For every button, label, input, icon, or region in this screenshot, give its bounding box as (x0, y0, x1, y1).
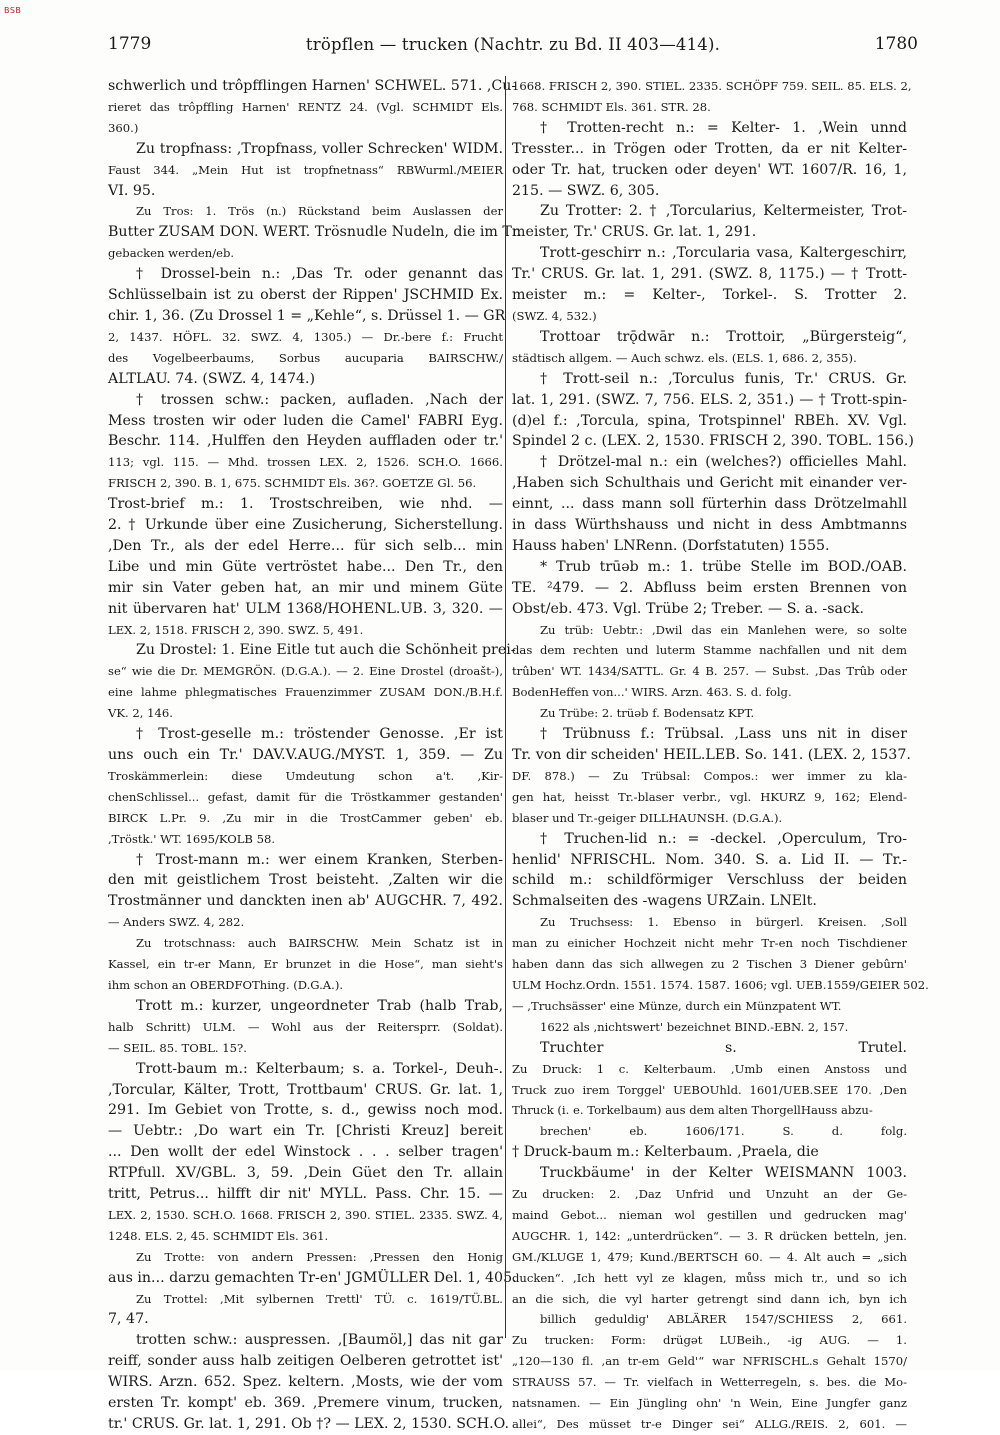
right-column-text-line: Truck zuo irem Torggel' UEBOUhld. 1601/UEB.SEE 170. ,Den (512, 1082, 907, 1097)
left-column-text-line: Troskämmerlein: diese Umdeutung schon a't. ,Kir- (108, 768, 503, 783)
right-column-text-line: STRAUSS 57. — Tr. vielfach in Wetterregeln, s. bes. die Mo- (512, 1375, 907, 1390)
left-column-text-line: chir. 1, 36. (Zu Drossel 1 = „Kehle“, s. Drüssel 1. — GR (108, 307, 506, 324)
left-column-text-line: Zu Tros: 1. Trös (n.) Rückstand beim Auslassen der (136, 204, 503, 219)
right-column-text-line: das dem rechten und luterm Stamme nachfallen und nit dem (512, 643, 907, 658)
left-column-text-line: Zu tropfnass: ,Tropfnass, voller Schrecken' WIDM. (136, 140, 503, 157)
left-column-text-line: Zu Trottel: ,Mit sylbernen Trettl' TÜ. c. 1619/TÜ.BL. (136, 1291, 503, 1306)
left-column-text-line: ,Torcular, Kälter, Trott, Trottbaum' CRUS. Gr. lat. 1, (108, 1081, 503, 1098)
right-column-text-line: Tresster... in Trögen oder Trotten, da er nit Kelter- (512, 140, 907, 157)
right-column-text-line: † Truchen-lid n.: = -deckel. ,Operculum, Tro- (540, 830, 907, 847)
left-column-text-line: 2. † Urkunde über eine Zusicherung, Sicherstellung. (108, 517, 503, 534)
right-column-text-line: an die sich, die vyl harter getrengt sind dann ich, byn ich (512, 1291, 907, 1306)
right-column-text-line: Hauss haben' LNRenn. (Dorfstatuten) 1555. (512, 537, 830, 554)
right-column-text-line: Zu Trotter: 2. † ,Torcularius, Keltermeister, Trot- (540, 203, 907, 220)
left-column-text-line: — Uebtr.: ,Do wart ein Tr. [Christi Kreuz] bereit (108, 1123, 503, 1140)
left-column-text-line: schwerlich und trôpfflingen Harnen' SCHWEL. 571. ,Cu- (108, 78, 517, 94)
right-column-text-line: * Trub trūəb m.: 1. trübe Stelle im BOD./OAB. (540, 558, 907, 575)
left-column-text-line: Kassel, ein tr-er Mann, Er brunzet in die Hose“, man sieht's (108, 957, 503, 972)
left-column-text-line: Trott-baum m.: Kelterbaum; s. a. Torkel-, Deuh-. (136, 1060, 503, 1077)
left-column-text-line: se“ wie die Dr. MEMGRÖN. (D.G.A.). — 2. Eine Drostel (droašt-), (108, 664, 503, 679)
right-column-text-line: — ,Truchsässer' eine Münze, durch ein Münzpatent WT. (512, 998, 842, 1013)
right-column-text-line: † Druck-baum m.: Kelterbaum. ,Praela, die (512, 1144, 819, 1161)
right-column-text-line: ULM Hochz.Ordn. 1551. 1574. 1587. 1606; vgl. UEB.1559/GEIER 502. (512, 977, 929, 992)
right-column-text-line: allei“, Des müsset tr-e Dinger sei“ ALLG./REIS. 2, 601. — (512, 1417, 907, 1431)
right-column-text-line: TE. ²479. — 2. Abfluss beim ersten Brennen von (512, 579, 907, 596)
right-column-text-line: blaser und Tr.-geiger DILLHAUNSH. (D.G.A.). (512, 810, 783, 825)
column-divider (505, 76, 506, 1338)
left-column-text-line: aus in... darzu gemachten Tr-en' JGMÜLLER Del. 1, 405. (108, 1269, 517, 1286)
page-number-right: 1780 (874, 34, 918, 54)
right-column-text-line: Truchter s. Trutel. (540, 1039, 907, 1056)
left-column-text-line: ersten Tr. kompt' eb. 369. ,Premere vinum, trucken, (108, 1395, 503, 1412)
right-column-text-line: Zu Truchsess: 1. Ebenso in bürgerl. Kreisen. ,Soll (540, 915, 907, 930)
left-column-text-line: des Vogelbeerbaums, Sorbus aucuparia BAIRSCHW./ (108, 350, 503, 365)
right-column-text-line: einnt, ... dass mann soll fürterhin dass Drötzelmahll (512, 496, 907, 513)
right-column-text-line: ducken“. ,Ich hett vyl ze klagen, můss mich tr., und so ich (512, 1270, 907, 1285)
left-column-text-line: tr.' CRUS. Gr. lat. 1, 291. Ob †? — LEX. 2, 1530. SCH.O. (108, 1416, 509, 1432)
right-column-text-line: ,Haben sich Schulthais und Gericht mit einander ver- (512, 475, 907, 492)
left-column (108, 76, 522, 1432)
right-column-text-line: 1622 als ,nichtswert' bezeichnet BIND.-EBN. 2, 157. (540, 1019, 849, 1034)
left-column-text-line: uns ouch ein Tr.' DAV.V.AUG./MYST. 1, 359. — Zu (108, 747, 503, 763)
left-column-text-line: † Drossel-bein n.: ,Das Tr. oder genannt das (136, 266, 503, 283)
right-column-text-line: 1668. FRISCH 2, 390. STIEL. 2335. SCHÖPF 759. SEIL. 85. ELS. 2, (512, 79, 912, 93)
left-column-text-line: FRISCH 2, 390. B. 1, 675. SCHMIDT Els. 36?. GOETZE Gl. 56. (108, 476, 477, 491)
left-column-text-line: 113; vgl. 115. — Mhd. trossen LEX. 2, 1526. SCH.O. 1666. (108, 455, 503, 470)
left-column-text-line: — SEIL. 85. TOBL. 15?. (108, 1040, 247, 1055)
page-number-left: 1779 (108, 34, 152, 54)
right-column-text-line: maind Gebot... nieman wol gestillen und gedrucken mag' (512, 1207, 907, 1222)
right-column-text-line: (SWZ. 4, 532.) (512, 308, 597, 323)
left-column-text-line: † Trost-mann m.: wer einem Kranken, Sterben- (136, 851, 503, 868)
left-column-text-line: Mess trosten wir oder luden die Camel' FABRI Eyg. (108, 412, 503, 429)
left-column-text-line: mir sin Vater geben hat, an mir und minem Güte (108, 579, 503, 596)
right-column-text-line: Thruck (i. e. Torkelbaum) aus dem alten ThorgellHauss abzu- (512, 1103, 873, 1118)
right-column-text-line: städtisch allgem. — Auch schwz. els. (ELS. 1, 686. 2, 355). (512, 350, 857, 365)
page-header (108, 34, 918, 64)
left-column-text-line: Trott m.: kurzer, ungeordneter Trab (halb Trab, (136, 997, 503, 1014)
left-column-text-line: LEX. 2, 1518. FRISCH 2, 390. SWZ. 5, 491. (108, 622, 364, 637)
left-column-text-line: rieret das trôpffling Harnen' RENTZ 24. (Vgl. SCHMIDT Els. (108, 99, 503, 114)
right-column-text-line: meister, Tr.' CRUS. Gr. lat. 1, 291. (512, 224, 757, 241)
right-column-text-line: Zu trüb: Uebtr.: ,Dwil das ein Manlehen were, so solte (540, 622, 907, 637)
right-column-text-line: oder Tr. hat, trucken oder deyen' WT. 1607/R. 16, 1, (512, 161, 907, 178)
right-column-text-line: Trott-geschirr n.: ,Torcularia vasa, Kaltergeschirr, (540, 245, 907, 262)
right-column-text-line: meister m.: = Kelter-, Torkel-. S. Trotter 2. (512, 287, 907, 304)
left-column-text-line: ALTLAU. 74. (SWZ. 4, 1474.) (108, 370, 316, 387)
right-column-text-line: Spindel 2 c. (LEX. 2, 1530. FRISCH 2, 390. TOBL. 156.) (512, 433, 914, 450)
right-column-text-line: haben dann das sich allwegen zu 2 Tischen 3 Diener gebûrn' (512, 957, 907, 972)
right-column-text-line: Zu Trübe: 2. trüəb f. Bodensatz KPT. (540, 706, 755, 721)
left-column-text-line: WIRS. Arzn. 652. Spez. keltern. ,Mosts, wie der vom (108, 1374, 503, 1391)
right-column-text-line: Zu Druck: 1 c. Kelterbaum. ,Umb einen Anstoss und (512, 1061, 907, 1076)
left-column-text-line: Zu trotschnass: auch BAIRSCHW. Mein Schatz ist in (136, 936, 503, 951)
right-column (512, 76, 929, 1431)
right-column-text-line: Tr.' CRUS. Gr. lat. 1, 291. (SWZ. 8, 1175.) — † Trott- (512, 266, 907, 283)
left-column-text-line: Trostmänner und danckten inen ab' AUGCHR. 7, 492. (108, 893, 503, 910)
left-column-text-line: ihm schon an OBERDFOThing. (D.G.A.). (108, 977, 344, 992)
left-column-text-line: — Anders SWZ. 4, 282. (108, 915, 245, 930)
right-column-text-line: AUGCHR. 1, 142: „unterdrücken“. — 3. R drücken betteln, jen. (512, 1228, 907, 1243)
right-column-text-line: gen hat, heisst Tr.-blaser verbr., vgl. HKURZ 9, 162; Elend- (512, 789, 907, 804)
left-column-text-line: 360.) (108, 120, 139, 135)
left-column-text-line: Libe und min Güte vertröstet habe... Den Tr., den (108, 558, 503, 575)
left-column-text-line: Zu Trotte: von andern Pressen: ,Pressen den Honig (136, 1249, 503, 1264)
left-column-text-line: Schlüsselbain ist zu oberst der Rippen' JSCHMID Ex. (108, 287, 503, 304)
right-column-text-line: Truckbäume' in der Kelter WEISMANN 1003. (540, 1165, 907, 1182)
left-column-text-line: Trost-brief m.: 1. Trostschreiben, wie nhd. — (108, 496, 503, 513)
left-column-text-line: 1248. ELS. 2, 45. SCHMIDT Els. 361. (108, 1228, 329, 1243)
left-column-text-line: Zu Drostel: 1. Eine Eitle tut auch die Schönheit prei- (136, 642, 516, 659)
right-column-text-line: 768. SCHMIDT Els. 361. STR. 28. (512, 99, 711, 114)
running-title: tröpflen — trucken (Nachtr. zu Bd. II 403—414). (305, 35, 721, 54)
right-column-text-line: † Trotten-recht n.: = Kelter- 1. ,Wein unnd (540, 119, 907, 136)
right-column-text-line: Zu trucken: Form: drügət LUBeih., -ig AUG. — 1. (512, 1333, 907, 1348)
right-column-text-line: Obst/eb. 473. Vgl. Trübe 2; Treber. — S. a. -sack. (512, 600, 864, 617)
right-column-text-line: billich geduldig' ABLÄRER 1547/SCHIESS 2, 661. (540, 1312, 907, 1327)
right-column-text-line: trûben' WT. 1434/SATTL. Gr. 4 B. 257. — Subst. ,Das Trûb oder (512, 664, 907, 679)
right-column-text-line: BodenHeffen von...' WIRS. Arzn. 463. S. d. folg. (512, 685, 792, 700)
right-column-text-line: † Trübnuss f.: Trübsal. ,Lass uns nit in diser (540, 726, 907, 743)
left-column-text-line: Faust 344. „Mein Hut ist tropfnetnass“ RBWurml./MEIER (108, 162, 503, 177)
left-column-text-line: † Trost-geselle m.: tröstender Genosse. ,Er ist (136, 726, 503, 743)
left-column-text-line: † trossen schw.: packen, aufladen. ,Nach der (136, 391, 503, 408)
left-column-text-line: trotten schw.: auspressen. ,[Baumöl,] das nit gar (136, 1332, 503, 1349)
right-column-text-line: Tr. von dir scheiden' HEIL.LEB. So. 141. (LEX. 2, 1537. (512, 747, 911, 763)
left-column-text-line: Beschr. 114. ,Hulffen den Heyden auffladen oder tr.' (108, 433, 503, 450)
right-column-text-line: Schmalseiten des -wagens URZain. LNElt. (512, 893, 817, 910)
left-column-text-line: RTPfull. XV/GBL. 3, 59. ,Dein Güet den Tr. allain (108, 1165, 503, 1182)
left-column-text-line: den mit geistlichem Trost beisteht. ,Zalten wir die (108, 872, 503, 889)
left-column-text-line: tritt, Petrus... hilfft dir nit' MYLL. Pass. Chr. 15. — (108, 1186, 503, 1203)
left-column-text-line: ,Den Tr., als der edel Herre... für sich selb... min (108, 537, 503, 554)
left-column-text-line: Butter ZUSAM DON. WERT. Trösnudle Nudeln, die im Tr. (108, 224, 522, 241)
right-column-text-line: Trottoar trǭdwār n.: Trottoir, „Bürgersteig“, (540, 328, 907, 345)
right-column-text-line: GM./KLUGE 1, 479; Kund./BERTSCH 60. — 4. Alt auch = „sich (512, 1249, 907, 1264)
right-column-text-line: brechen' eb. 1606/171. S. d. folg. (540, 1124, 907, 1139)
left-column-text-line: ... Den wollt der edel Winstock . . . selber tragen' (108, 1144, 503, 1161)
left-column-text-line: 7, 47. (108, 1311, 149, 1328)
right-column-text-line: natsnamen. — Ein Jüngling ohn' 'n Wein, Eine Jungfer ganz (512, 1396, 907, 1411)
right-column-text-line: 215. — SWZ. 6, 305. (512, 182, 660, 199)
right-column-text-line: in dass Würthshauss und nicht in dess Ambtmanns (512, 517, 907, 534)
right-column-text-line: † Trott-seil n.: ,Torculus funis, Tr.' CRUS. Gr. (540, 370, 907, 387)
left-column-text-line: reiff, sonder auss halb zeitigen Oelberen getrottet ist' (108, 1353, 503, 1370)
left-column-text-line: ,Tröstk.' WT. 1695/KOLB 58. (108, 831, 276, 846)
right-column-text-line: Zu drucken: 2. ,Daz Unfrid und Unzuht an der Ge- (512, 1187, 907, 1202)
left-column-text-line: 291. Im Gebiet von Trotte, s. d., gewiss noch mod. (108, 1102, 503, 1119)
left-column-text-line: eine lahme phlegmatisches Frauenzimmer ZUSAM DON./B.H.f. (108, 685, 503, 700)
right-column-text-line: „120—130 fl. ,an tr-em Geld'“ war NFRISCHL.s Gehalt 1570/ (512, 1354, 907, 1369)
library-corner-mark: BSB (4, 6, 22, 15)
left-column-text-line: LEX. 2, 1530. SCH.O. 1668. FRISCH 2, 390. STIEL. 2335. SWZ. 4, (108, 1207, 503, 1222)
left-column-text-line: gebacken werden/eb. (108, 246, 235, 261)
left-column-text-line: chenSchlissel... gefast, damit für die Tröstkammer gestanden' (108, 789, 503, 804)
left-column-text-line: VI. 95. (108, 182, 156, 199)
left-column-text-line: VK. 2, 146. (108, 706, 173, 721)
right-column-text-line: schild m.: schildförmiger Verschluss der beiden (512, 872, 907, 889)
left-column-text-line: halb Schritt) ULM. — Wohl aus der Reitersprr. (Soldat). (108, 1019, 503, 1034)
right-column-text-line: † Drötzel-mal n.: ein (welches?) officielles Mahl. (540, 454, 907, 471)
right-column-text-line: henlid' NFRISCHL. Nom. 340. S. a. Lid II. — Tr.- (512, 851, 907, 868)
left-column-text-line: 2, 1437. HÖFL. 32. SWZ. 4, 1305.) — Dr.-bere f.: Frucht (108, 329, 503, 344)
left-column-text-line: BIRCK L.Pr. 9. ,Zu mir in die TrostCammer geben' eb. (108, 810, 503, 825)
right-column-text-line: man zu einicher Hochzeit nicht mehr Tr-en noch Tischdiener (512, 936, 907, 951)
right-column-text-line: lat. 1, 291. (SWZ. 7, 756. ELS. 2, 351.) — † Trott-spin- (512, 391, 907, 408)
right-column-text-line: (d)el f.: ,Torcula, spina, Trotspinnel' RBEh. XV. Vgl. (512, 412, 907, 429)
right-column-text-line: DF. 878.) — Zu Trübsal: Compos.: wer immer zu kla- (512, 768, 907, 783)
left-column-text-line: nit übervaren hat' ULM 1368/HOHENL.UB. 3, 320. — (108, 600, 503, 617)
